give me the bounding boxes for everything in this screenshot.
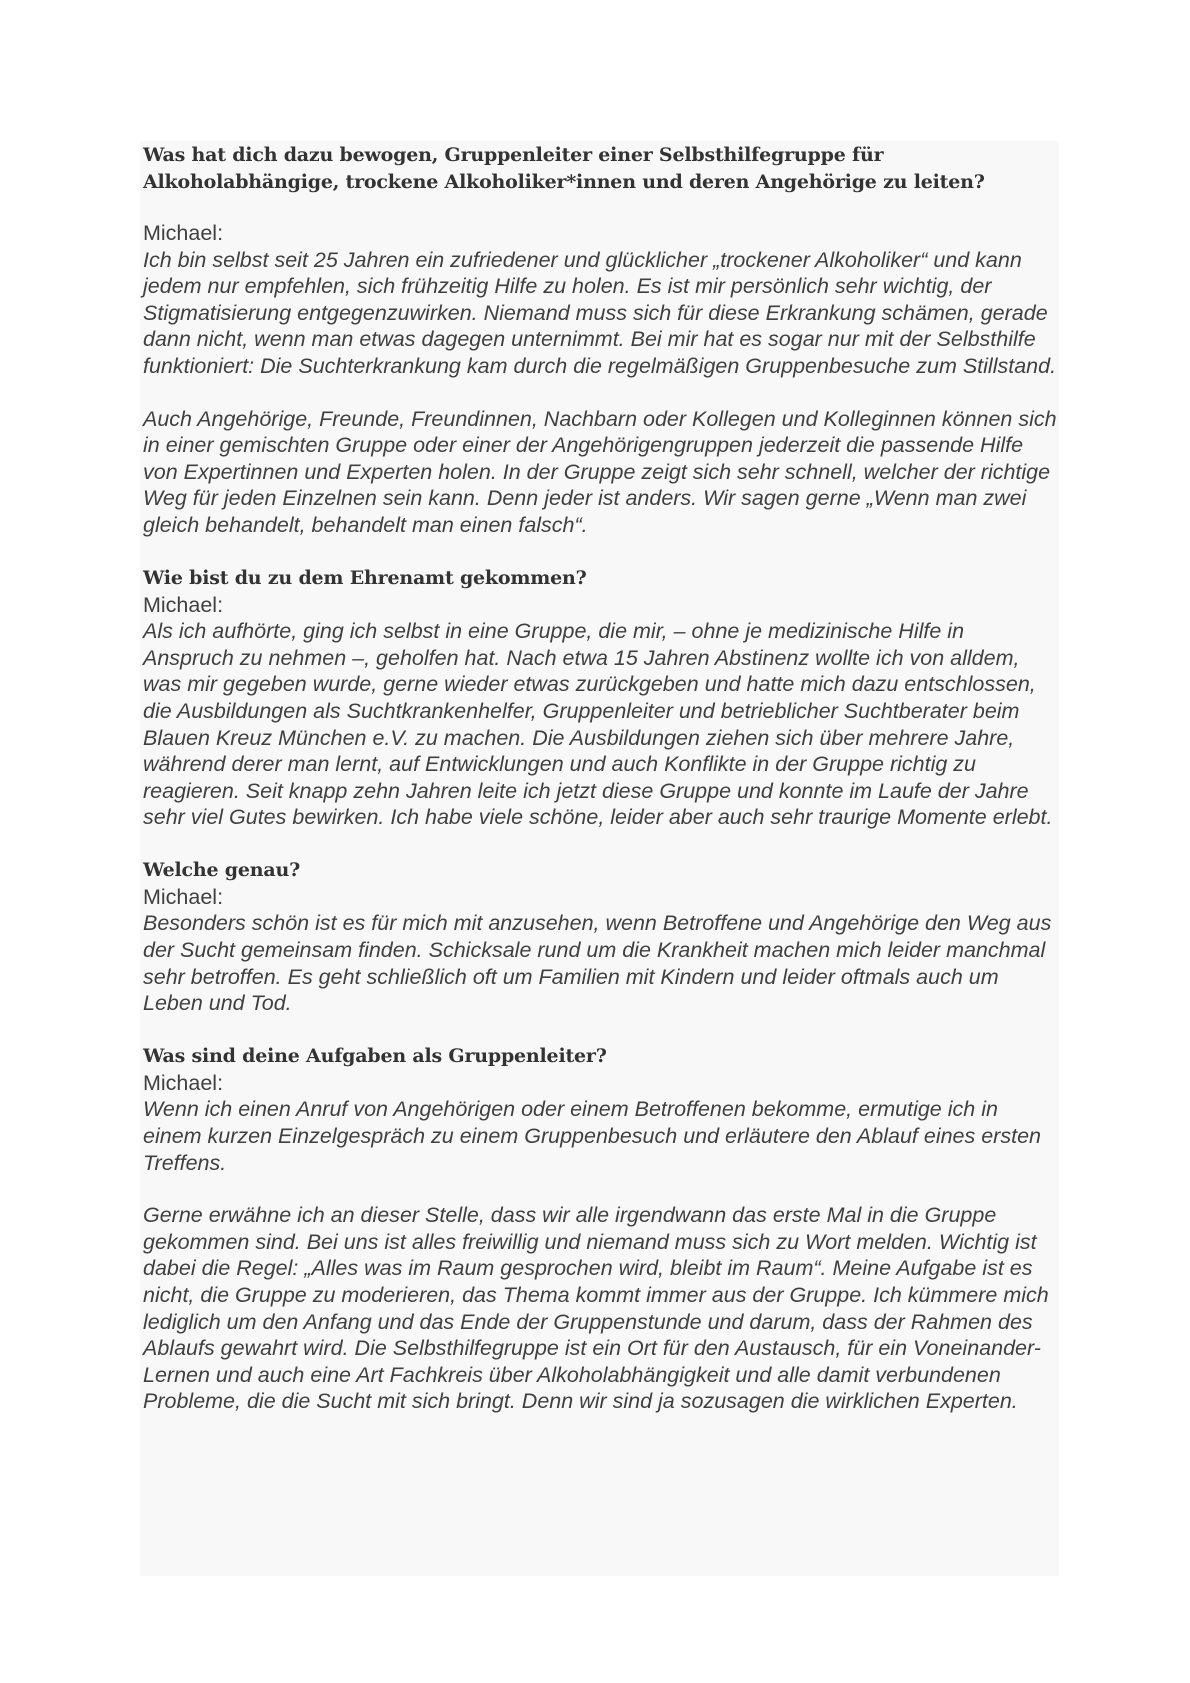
answer-paragraph: Als ich aufhörte, ging ich selbst in eine Gruppe, die mir, – ohne je medizinische Hilfe in Anspruch zu nehmen –, geholfen hat. Nach etwa 15 Jahren Abstinenz wollte ich von alldem, was mir gegeben wurde, gerne wieder etwas zurückgeben und hatte mich dazu entschlossen, die Ausbildungen als Suchtkrankenhelfer, Gruppenleiter und betrieblicher Suchtberater beim Blauen Kreuz München e.V. zu machen. Die Ausbildungen ziehen sich über mehrere Jahre, während derer man lernt, auf Entwicklungen und auch Konflikte in der Gruppe richtig zu reagieren. Seit knapp zehn Jahren leite ich jetzt diese Gruppe und konnte im Laufe der Jahre sehr viel Gutes bewirken. Ich habe viele schöne, leider aber auch sehr traurige Momente erlebt. [143, 619, 1053, 830]
answer-paragraph: Gerne erwähne ich an dieser Stelle, dass wir alle irgendwann das erste Mal in die Gruppe gekommen sind. Bei uns ist alles freiwillig und niemand muss sich zu Wort melden. Wichtig ist dabei die Regel: „Alles was im Raum gesprochen wird, bleibt im Raum“. Meine Aufgabe ist es nicht, die Gruppe zu moderieren, das Thema kommt immer aus der Gruppe. Ich kümmere mich lediglich um den Anfang und das Ende der Gruppenstunde und darum, dass der Rahmen des Ablaufs gewahrt wird. Die Selbsthilfegruppe ist ein Ort für den Austausch, für ein Voneinander-Lernen und auch eine Art Fachkreis über Alkoholabhängigkeit und alle damit verbundenen Probleme, die die Sucht mit sich bringt. Denn wir sind ja sozusagen die wirklichen Experten. [143, 1203, 1049, 1414]
spacer [143, 831, 1058, 857]
question-heading: Was sind deine Aufgaben als Gruppenleiter? [143, 1044, 607, 1067]
spacer [143, 539, 1058, 565]
question-heading: Welche genau? [143, 858, 301, 881]
answer-paragraph: Auch Angehörige, Freunde, Freundinnen, Nachbarn oder Kollegen und Kolleginnen können sich in einer gemischten Gruppe oder einer der Angehörigengruppen jederzeit die passende Hilfe von Expertinnen und Experten holen. In der Gruppe zeigt sich sehr schnell, welcher der richtige Weg für jeden Einzelnen sein kann. Denn jeder ist anders. Wir sagen gerne „Wenn man zwei gleich behandelt, behandelt man einen falsch“. [143, 406, 1057, 537]
speaker-label: Michael: [143, 221, 224, 245]
spacer [143, 1176, 1058, 1202]
speaker-label: Michael: [143, 884, 224, 909]
question-heading: Was hat dich dazu bewogen, Gruppenleiter einer Selbsthilfegruppe für Alkoholabhängige, trockene Alkoholiker*innen und deren Angehörige zu leiten? [143, 144, 985, 193]
answer-paragraph: Ich bin selbst seit 25 Jahren ein zufriedener und glücklicher „trockener Alkoholiker“ und kann jedem nur empfehlen, sich frühzeitig Hilfe zu holen. Es ist mir persönlich sehr wichtig, der Stigmatisierung entgegenzuwirken. Niemand muss sich für diese Erkrankung schämen, gerade dann nicht, wenn man etwas dagegen unternimmt. Bei mir hat es sogar nur mit der Selbsthilfe funktioniert: Die Suchterkrankung kam durch die regelmäßigen Gruppenbesuche zum Stillstand. [143, 247, 1057, 378]
answer-paragraph: Wenn ich einen Anruf von Angehörigen oder einem Betroffenen bekomme, ermutige ich in einem kurzen Einzelgespräch zu einem Gruppenbesuch und erläutere den Ablauf eines ersten Treffens. [143, 1097, 1041, 1175]
speaker-label: Michael: [143, 592, 224, 617]
interview-text [143, 142, 1058, 1415]
speaker-label: Michael: [143, 1070, 224, 1095]
spacer [143, 196, 1058, 220]
question-heading: Wie bist du zu dem Ehrenamt gekommen? [143, 566, 587, 589]
spacer [143, 380, 1058, 406]
spacer [143, 1017, 1058, 1043]
answer-paragraph: Besonders schön ist es für mich mit anzusehen, wenn Betroffene und Angehörige den Weg aus der Sucht gemeinsam finden. Schicksale rund um die Krankheit machen mich leider manchmal sehr betroffen. Es geht schließlich oft um Familien mit Kindern und leider oftmals auch um Leben und Tod. [143, 911, 1052, 1016]
